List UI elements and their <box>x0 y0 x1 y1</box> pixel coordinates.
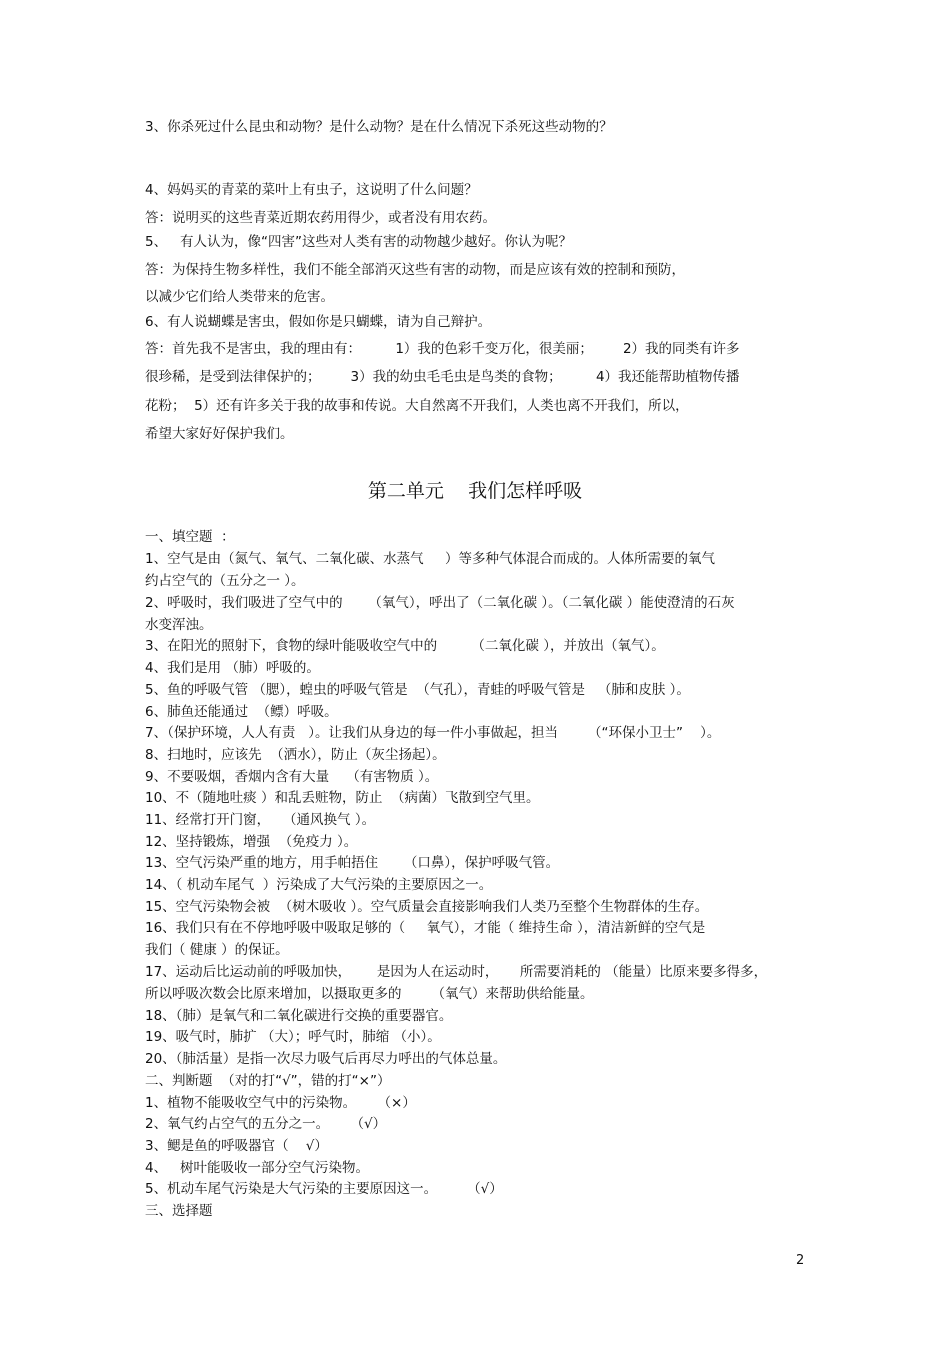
answer-6-line-2: 很珍稀，是受到法律保护的； 3）我的幼虫毛毛虫是鸟类的食物； 4）我还能帮助植物传播 <box>145 369 740 385</box>
answer-4: 答：说明买的这些青菜近期农药用得少，或者没有用农药。 <box>145 210 496 226</box>
fill-item-2-line-2: 水变浑浊。 <box>145 617 213 633</box>
fill-item-5: 5、鱼的呼吸气管 （腮），蝗虫的呼吸气管是 （气孔），青蛙的呼吸气管是 （肺和皮肤 ）。 <box>145 682 690 698</box>
fill-item-9: 9、不要吸烟，香烟内含有大量 （有害物质 ）。 <box>145 769 439 785</box>
question-3: 3、你杀死过什么昆虫和动物？是什么动物？是在什么情况下杀死这些动物的？ <box>145 119 613 135</box>
judge-item-2: 2、氧气约占空气的五分之一。 （√） <box>145 1116 387 1132</box>
answer-6-line-1: 答：首先我不是害虫，我的理由有： 1）我的色彩千变万化，很美丽； 2）我的同类有许多 <box>145 341 740 357</box>
fill-item-4: 4、我们是用 （肺）呼吸的。 <box>145 660 320 676</box>
fill-item-14: 14、（ 机动车尾气 ）污染成了大气污染的主要原因之一。 <box>145 877 493 893</box>
fill-item-11: 11、经常打开门窗， （通风换气 ）。 <box>145 812 376 828</box>
judge-item-5: 5、机动车尾气污染是大气污染的主要原因这一。 （√） <box>145 1181 503 1197</box>
fill-item-3: 3、在阳光的照射下，食物的绿叶能吸收空气中的 （二氧化碳 ），并放出（氧气）。 <box>145 638 665 654</box>
answer-5-line-1: 答：为保持生物多样性，我们不能全部消灭这些有害的动物，而是应该有效的控制和预防， <box>145 262 685 278</box>
fill-item-19: 19、吸气时，肺扩 （大）；呼气时，肺缩 （小）。 <box>145 1029 441 1045</box>
answer-5-line-2: 以减少它们给人类带来的危害。 <box>145 289 334 305</box>
fill-item-16-line-2: 我们（ 健康 ）的保证。 <box>145 942 289 958</box>
fill-item-18: 18、（肺）是氧气和二氧化碳进行交换的重要器官。 <box>145 1008 453 1024</box>
question-6: 6、有人说蝴蝶是害虫，假如你是只蝴蝶，请为自己辩护。 <box>145 314 492 330</box>
fill-item-6: 6、肺鱼还能通过 （鳔）呼吸。 <box>145 704 338 720</box>
fill-item-8: 8、扫地时，应该先 （洒水），防止（灰尘扬起）。 <box>145 747 446 763</box>
fill-item-17-line-2: 所以呼吸次数会比原来增加，以摄取更多的 （氧气）来帮助供给能量。 <box>145 986 594 1002</box>
fill-item-1-line-1: 1、空气是由（氮气、氧气、二氧化碳、水蒸气 ）等多种气体混合而成的。人体所需要的氧气 <box>145 551 716 567</box>
fill-item-12: 12、坚持锻炼，增强 （免疫力 ）。 <box>145 834 358 850</box>
fill-item-2-line-1: 2、呼吸时，我们吸进了空气中的 （氧气），呼出了（二氧化碳 ）。（二氧化碳 ）能使澄清的石灰 <box>145 595 735 611</box>
answer-6-line-3: 花粉； 5）还有许多关于我的故事和传说。大自然离不开我们，人类也离不开我们，所以， <box>145 398 689 414</box>
fill-item-16-line-1: 16、我们只有在不停地呼吸中吸取足够的（ 氧气），才能（ 维持生命 ），清洁新鲜的空气是 <box>145 920 706 936</box>
fill-item-13: 13、空气污染严重的地方，用手帕捂住 （口鼻），保护呼吸气管。 <box>145 855 560 871</box>
answer-6-line-4: 希望大家好好保护我们。 <box>145 426 294 442</box>
fill-item-20: 20、（肺活量）是指一次尽力吸气后再尽力呼出的气体总量。 <box>145 1051 507 1067</box>
fill-in-heading: 一、填空题 ： <box>145 529 235 545</box>
fill-item-10: 10、不（随地吐痰 ）和乱丢赃物，防止 （病菌）飞散到空气里。 <box>145 790 540 806</box>
true-false-heading: 二、判断题 （对的打“√”，错的打“×”） <box>145 1073 391 1089</box>
multiple-choice-heading: 三、选择题 <box>145 1203 213 1219</box>
judge-item-3: 3、鳃是鱼的呼吸器官（ √） <box>145 1138 328 1154</box>
fill-item-15: 15、空气污染物会被 （树木吸收 ）。空气质量会直接影响我们人类乃至整个生物群体的生存。 <box>145 899 709 915</box>
judge-item-1: 1、植物不能吸收空气中的污染物。 （×） <box>145 1095 416 1111</box>
fill-item-7: 7、（保护环境，人人有责 ）。让我们从身边的每一件小事做起，担当 （“环保小卫士” ）。 <box>145 725 721 741</box>
unit-title: 第二单元 我们怎样呼吸 <box>367 480 583 502</box>
fill-item-17-line-1: 17、运动后比运动前的呼吸加快， 是因为人在运动时， 所需要消耗的 （能量）比原来要多得多， <box>145 964 768 980</box>
page-number: 2 <box>796 1253 805 1268</box>
fill-item-1-line-2: 约占空气的（五分之一 ）。 <box>145 573 305 589</box>
question-5: 5、 有人认为，像“四害”这些对人类有害的动物越少越好。你认为呢？ <box>145 234 572 250</box>
judge-item-4: 4、 树叶能吸收一部分空气污染物。 <box>145 1160 369 1176</box>
question-4: 4、妈妈买的青菜的菜叶上有虫子，这说明了什么问题？ <box>145 182 478 198</box>
